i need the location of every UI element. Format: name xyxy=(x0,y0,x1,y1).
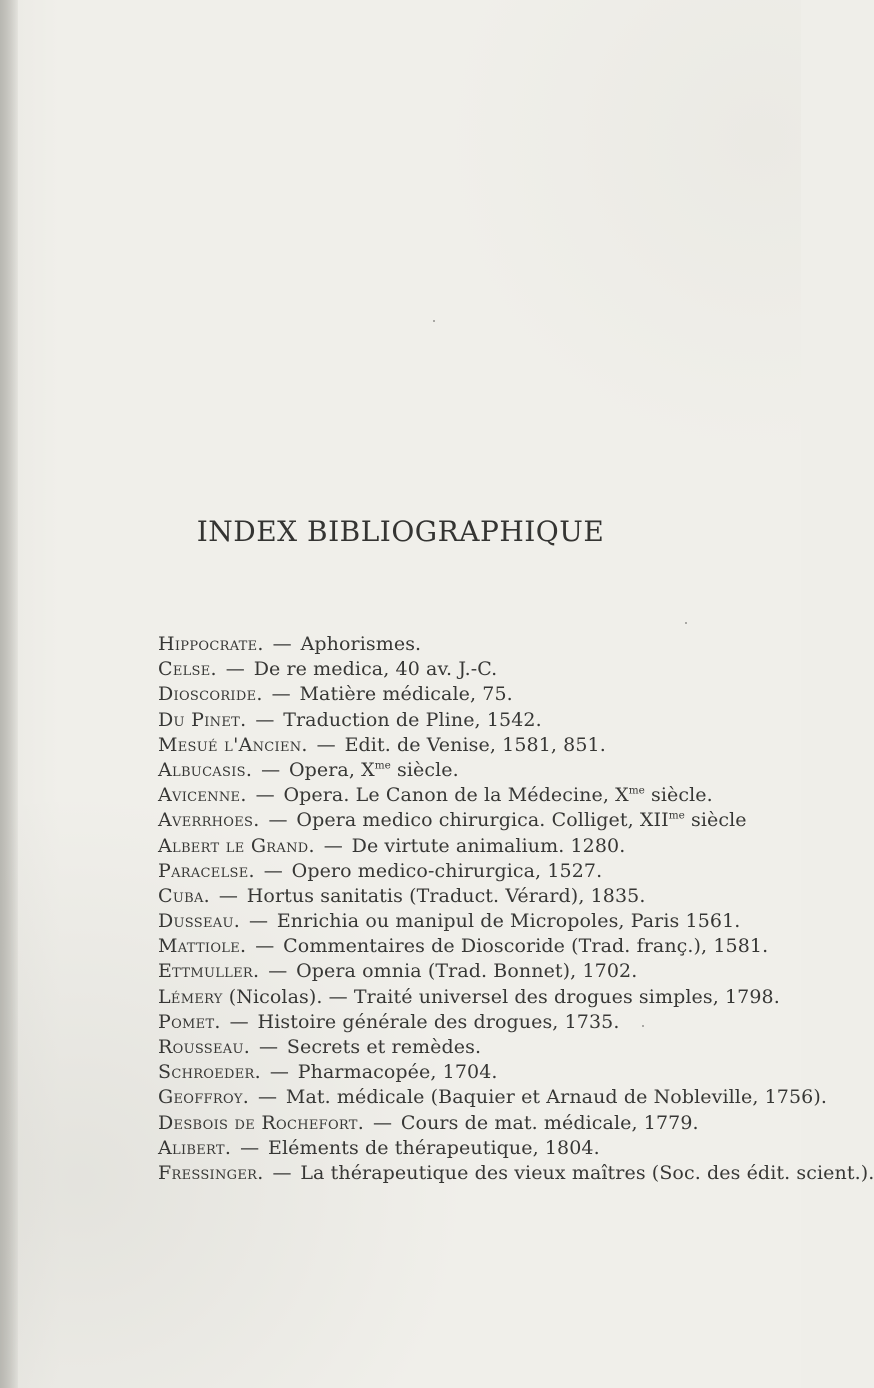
entry-work: Opera, X xyxy=(288,758,375,781)
bibliography-entry xyxy=(158,1111,798,1136)
bibliography-entry xyxy=(158,959,798,984)
entry-work-tail: siècle xyxy=(684,809,747,832)
entry-work-tail: siècle. xyxy=(644,784,713,807)
entry-separator: — xyxy=(269,1061,289,1084)
bibliography-entry xyxy=(158,783,798,808)
entry-work: Pharmacopée, 1704. xyxy=(297,1061,498,1084)
entry-separator: — xyxy=(268,960,288,983)
entry-author: Avicenne. xyxy=(158,784,247,807)
entry-author: Rousseau. xyxy=(158,1036,251,1058)
entry-work: Traduction de Pline, 1542. xyxy=(283,708,542,731)
entry-author: Mesué l'Ancien. xyxy=(158,733,308,756)
entry-separator: — xyxy=(316,733,336,756)
entry-work: Opero medico-chirurgica, 1527. xyxy=(291,859,603,882)
entry-work-tail: siècle. xyxy=(390,758,459,781)
bibliography-entry xyxy=(158,909,798,934)
paper-speck xyxy=(685,622,687,624)
bibliography-entry xyxy=(158,884,798,909)
entry-separator: — xyxy=(323,834,343,857)
entry-work: Mat. médicale (Baquier et Arnaud de Nobleville, 1756). xyxy=(285,1086,828,1109)
entry-superscript: me xyxy=(374,759,391,772)
entry-author: Desbois de Rochefort. xyxy=(158,1111,365,1134)
entry-separator: — xyxy=(263,859,283,882)
bibliography-entry xyxy=(158,1035,798,1060)
entry-separator: — xyxy=(261,758,281,781)
page-title: INDEX BIBLIOGRAPHIQUE xyxy=(196,515,605,548)
bibliography-entry xyxy=(158,1010,798,1035)
entry-work: Opera. Le Canon de la Médecine, X xyxy=(283,784,629,807)
bibliography-entry xyxy=(158,859,798,884)
entry-work: Matière médicale, 75. xyxy=(299,683,513,706)
entry-author: Hippocrate. xyxy=(158,633,264,655)
entry-author: Geoffroy. xyxy=(158,1086,250,1109)
entry-work: (Nicolas). — Traité universel des drogues simples, 1798. xyxy=(228,985,780,1008)
entry-separator: — xyxy=(248,910,268,933)
entry-author: Dioscoride. xyxy=(158,683,263,706)
entry-separator: — xyxy=(225,658,245,681)
entry-separator: — xyxy=(240,1136,260,1159)
entry-work: Enrichia ou manipul de Micropoles, Paris 1561. xyxy=(276,910,741,933)
entry-superscript: me xyxy=(668,809,685,822)
entry-work: Aphorismes. xyxy=(300,633,422,655)
entry-separator: — xyxy=(255,784,275,807)
entry-author: Fressinger. xyxy=(158,1161,264,1184)
entry-separator: — xyxy=(218,884,238,907)
entry-work: Secrets et remèdes. xyxy=(286,1036,482,1058)
entry-author: Albert le Grand. xyxy=(158,834,315,857)
bibliography-entry xyxy=(158,1136,798,1161)
entry-separator: — xyxy=(255,935,275,958)
bibliography-entry xyxy=(158,708,798,733)
entry-work: Histoire générale des drogues, 1735. xyxy=(257,1010,620,1033)
entry-separator: — xyxy=(258,1086,278,1109)
entry-author: Du Pinet. xyxy=(158,708,247,731)
entry-work: Opera omnia (Trad. Bonnet), 1702. xyxy=(296,960,638,983)
bibliography-entry xyxy=(158,985,798,1010)
entry-work: Opera medico chirurgica. Colliget, XII xyxy=(296,809,669,832)
entry-author: Mattiole. xyxy=(158,935,247,958)
entry-work: Hortus sanitatis (Traduct. Vérard), 1835. xyxy=(246,884,646,907)
entry-superscript: me xyxy=(628,784,645,797)
page-gutter-shadow xyxy=(0,0,18,1388)
entry-author: Ettmuller. xyxy=(158,960,260,983)
entry-separator: — xyxy=(271,683,291,706)
entry-separator: — xyxy=(373,1111,392,1134)
entry-work: Edit. de Venise, 1581, 851. xyxy=(344,733,606,756)
paper-speck xyxy=(433,320,435,322)
entry-work: La thérapeutique des vieux maîtres (Soc. des édit. scient.). xyxy=(300,1161,874,1184)
entry-work: De virtute animalium. 1280. xyxy=(351,834,626,857)
bibliography-entry xyxy=(158,808,798,833)
entry-work: Eléments de thérapeutique, 1804. xyxy=(267,1136,600,1159)
entry-author: Celse. xyxy=(158,658,217,681)
entry-author: Dusseau. xyxy=(158,910,241,933)
bibliography-entry xyxy=(158,934,798,959)
bibliography-entry xyxy=(158,632,798,657)
entry-author: Paracelse. xyxy=(158,859,255,882)
entry-author: Pomet. xyxy=(158,1010,221,1033)
entry-author: Cuba. xyxy=(158,884,210,907)
entry-separator: — xyxy=(272,633,292,655)
entry-author: Albucasis. xyxy=(158,758,253,781)
entry-work: Cours de mat. médicale, 1779. xyxy=(400,1111,699,1134)
bibliography-entry xyxy=(158,733,798,758)
entry-author: Lémery xyxy=(158,985,223,1008)
bibliography-entry xyxy=(158,657,798,682)
bibliography-entry xyxy=(158,1085,828,1110)
entry-author: Alibert. xyxy=(158,1136,232,1159)
entry-separator: — xyxy=(255,708,275,731)
entry-separator: — xyxy=(272,1161,292,1184)
entry-separator: — xyxy=(268,809,288,832)
entry-work: De re medica, 40 av. J.-C. xyxy=(253,658,498,681)
entry-author: Schroeder. xyxy=(158,1061,261,1084)
entry-author: Averrhoes. xyxy=(158,809,260,832)
bibliography-entry xyxy=(158,682,798,707)
entry-separator: — xyxy=(258,1036,278,1058)
bibliography-entry xyxy=(158,1060,798,1085)
bibliography-entry xyxy=(158,758,798,783)
bibliography-entry xyxy=(158,1161,874,1186)
entry-separator: — xyxy=(229,1010,249,1033)
entry-work: Commentaires de Dioscoride (Trad. franç.), 1581. xyxy=(283,935,769,958)
bibliography-list xyxy=(158,632,874,1186)
bibliography-entry xyxy=(158,834,798,859)
